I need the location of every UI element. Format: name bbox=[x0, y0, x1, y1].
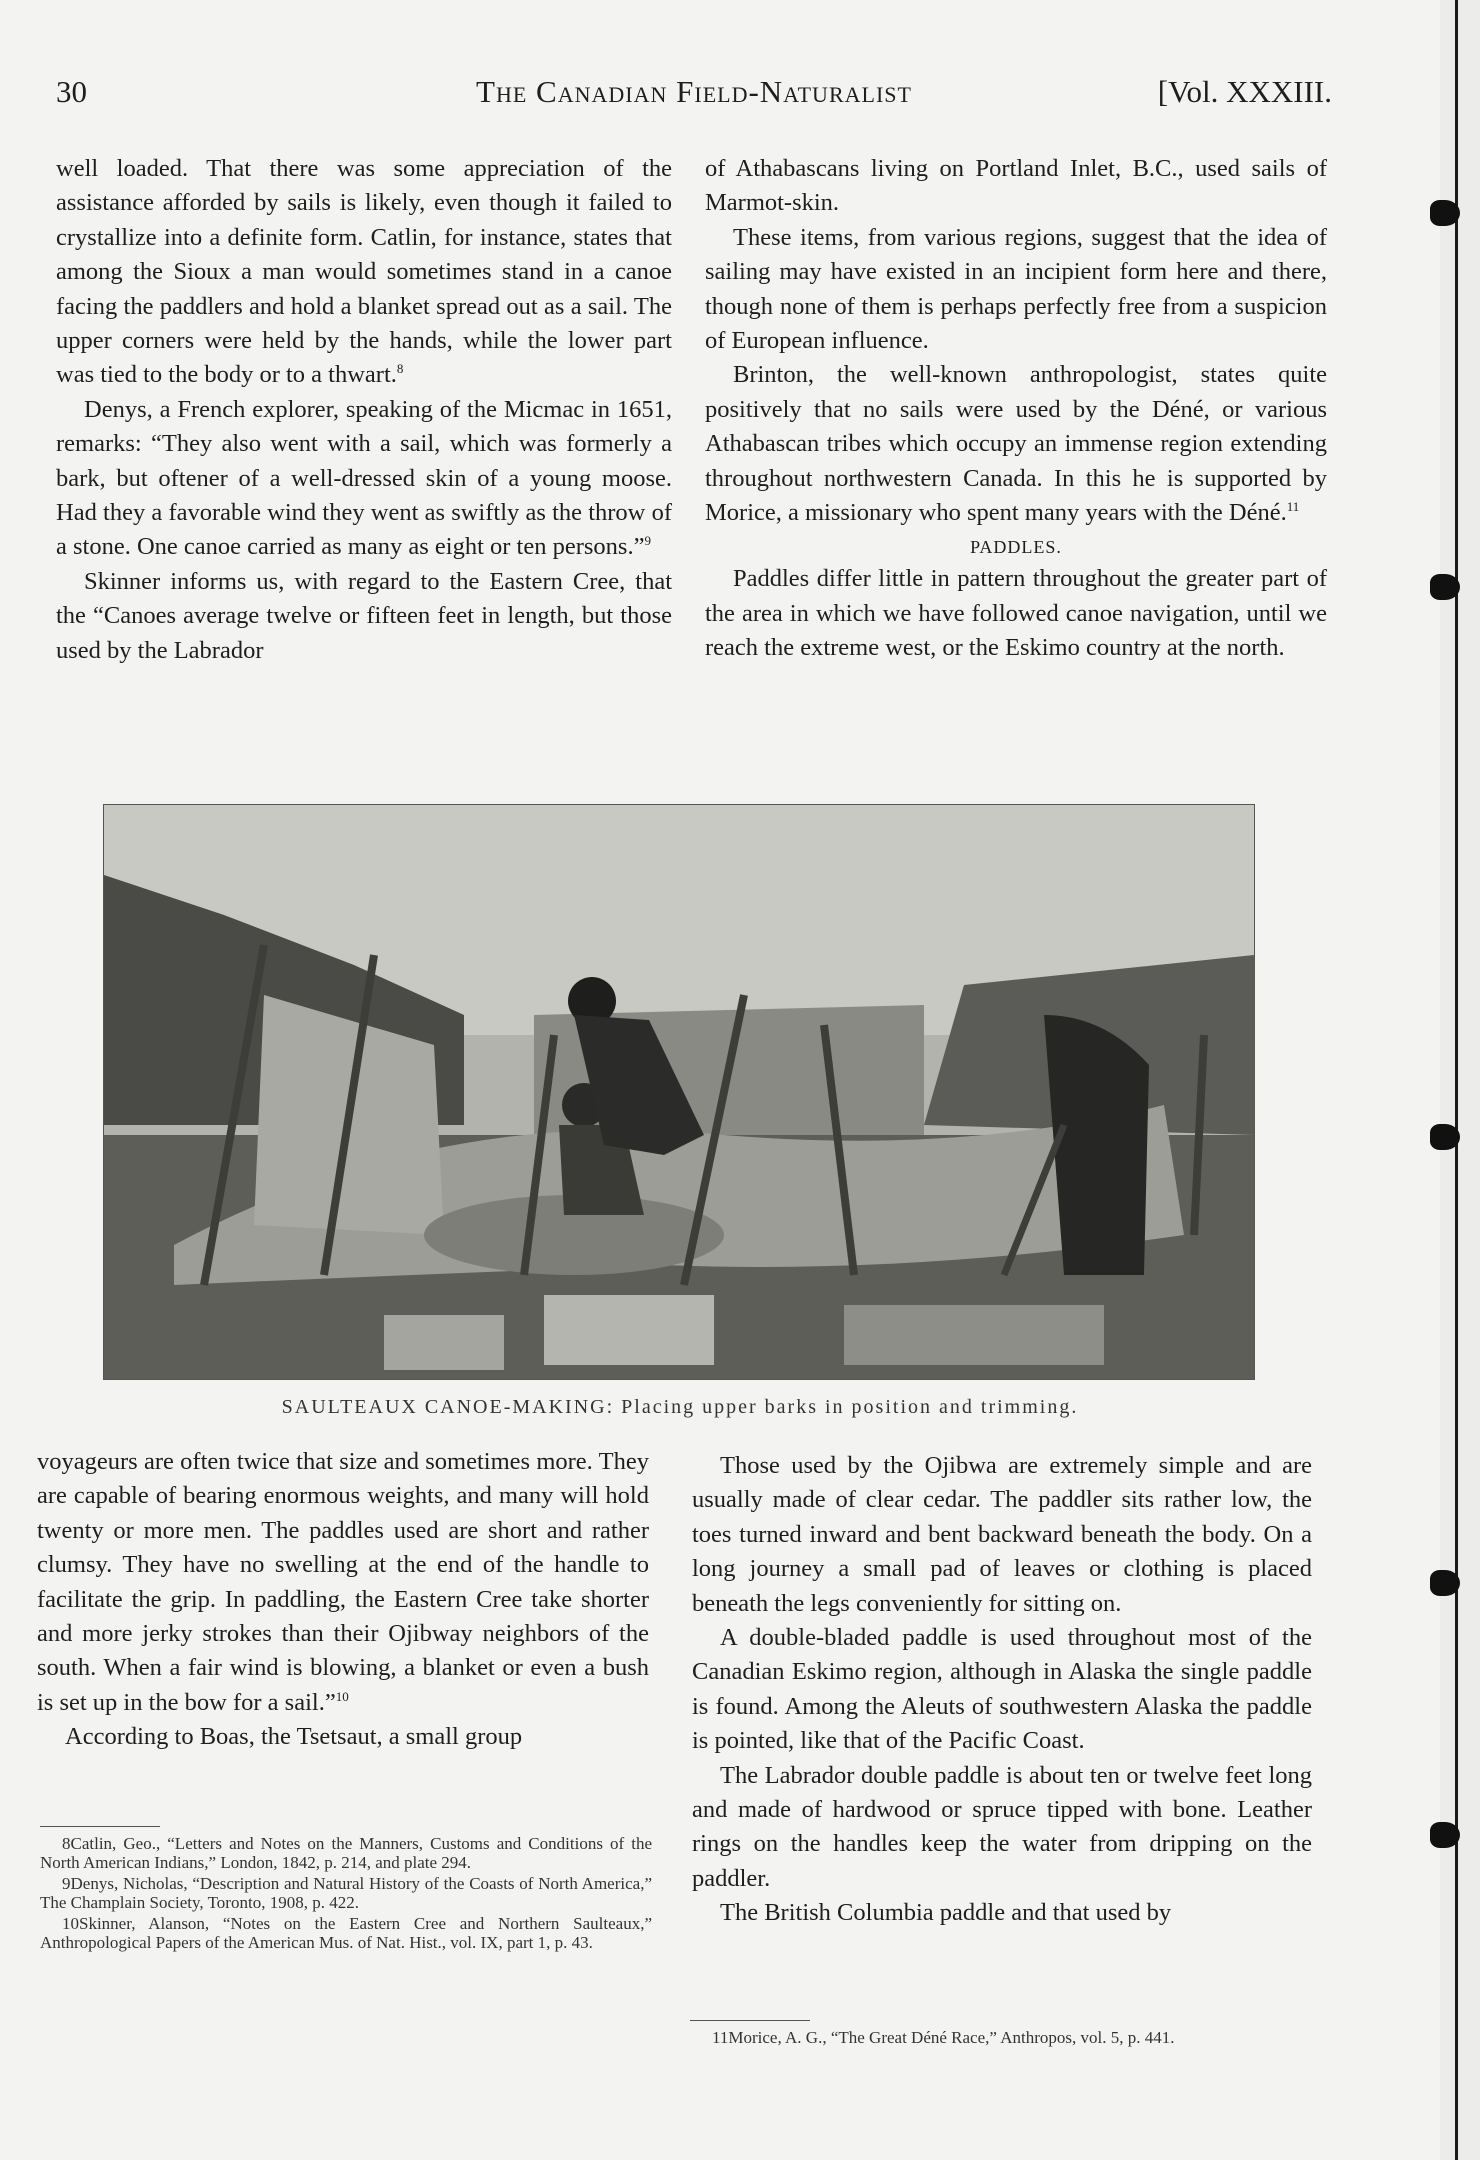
paragraph: Skinner informs us, with regard to the Eastern Cree, that the “Canoes average twelve or fifteen feet in length, but those used by the Labrador bbox=[56, 567, 672, 664]
page-number: 30 bbox=[56, 74, 87, 109]
column-bottom-right bbox=[692, 1449, 1312, 1931]
paragraph: Those used by the Ojibwa are extremely simple and are usually made of clear cedar. The paddler sits rather low, the toes turned inward and bent backward beneath the body. On a long journey a small pad of leaves or clothing is placed beneath the legs conveniently for sitting on. bbox=[692, 1452, 1312, 1617]
footnote: 8Catlin, Geo., “Letters and Notes on the Manners, Customs and Conditions of the North American Indians,” London, 1842, p. 214, and plate 294. bbox=[40, 1834, 652, 1872]
binding-mark bbox=[1430, 1124, 1460, 1150]
binding-mark bbox=[1430, 1570, 1460, 1596]
footnote: 11Morice, A. G., “The Great Déné Race,” Anthropos, vol. 5, p. 441. bbox=[712, 2028, 1175, 2047]
paragraph: Brinton, the well-known anthropologist, states quite positively that no sails were used by the Déné, or various Athabascan tribes which occupy an immense region extending throughout northwestern Canada. In this he is supported by Morice, a missionary who spent many years with the Déné.$^{11}$ bbox=[705, 361, 1327, 527]
photo-illustration bbox=[104, 805, 1254, 1379]
footnote: 9Denys, Nicholas, “Description and Natural History of the Coasts of North America,” The Champlain Society, Toronto, 1908, p. 422. bbox=[40, 1874, 652, 1912]
figure-caption: SAULTEAUX CANOE-MAKING: Placing upper barks in position and trimming. bbox=[281, 1396, 1079, 1418]
paragraph: A double-bladed paddle is used throughout most of the Canadian Eskimo region, although in Alaska the single paddle is found. Among the Aleuts of southwestern Alaska the paddle is pointed, like that of the Pacific Coast. bbox=[692, 1624, 1312, 1755]
paragraph: These items, from various regions, suggest that the idea of sailing may have existed in an incipient form here and there, though none of them is perhaps perfectly free from a suspicion of European influence. bbox=[705, 223, 1327, 355]
paragraph: well loaded. That there was some appreciation of the assistance afforded by sails is likely, even though it failed to crystallize into a definite form. Catlin, for instance, states that among the Sioux a man would sometimes stand in a canoe facing the paddlers and hold a blanket spread out as a sail. The upper corners were held by the hands, while the lower part was tied to the body or to a thwart.$^8$ bbox=[56, 155, 672, 389]
footnote-rule bbox=[690, 2020, 810, 2021]
column-top-right bbox=[705, 152, 1327, 666]
paragraph: The Labrador double paddle is about ten or twelve feet long and made of hardwood or spruce tipped with bone. Leather rings on the handles keep the water from dripping on the paddler. bbox=[692, 1761, 1312, 1892]
column-top-left bbox=[56, 152, 672, 668]
journal-title: The Canadian Field-Naturalist bbox=[476, 74, 912, 109]
footnotes-right bbox=[690, 2028, 1310, 2049]
paragraph: voyageurs are often twice that size and sometimes more. They are capable of bearing enormous weights, and many will hold twenty or more men. The paddles used are short and rather clumsy. They have no swelling at the end of the handle to facilitate the grip. In paddling, the Eastern Cree take shorter and more jerky strokes than their Ojibway neighbors of the south. When a fair wind is blowing, a blanket or even a bush is set up in the bow for a sail.”$^{10}$ bbox=[37, 1448, 649, 1716]
paragraph: According to Boas, the Tsetsaut, a small group bbox=[65, 1723, 523, 1751]
footnote-ref: 8 bbox=[396, 361, 404, 377]
section-heading: PADDLES. bbox=[970, 537, 1062, 558]
canoe-making-photo bbox=[103, 804, 1255, 1380]
footnote-ref: 9 bbox=[644, 533, 651, 549]
footnotes-left bbox=[40, 1834, 652, 1954]
paragraph: Paddles differ little in pattern throughout the greater part of the area in which we have followed canoe navigation, until we reach the extreme west, or the Eskimo country at the north. bbox=[705, 565, 1327, 662]
binding-mark bbox=[1430, 1822, 1460, 1848]
column-bottom-left bbox=[37, 1445, 649, 1755]
footnote: 10Skinner, Alanson, “Notes on the Eastern Cree and Northern Saulteaux,” Anthropological Papers of the American Mus. of Nat. Hist., vol. IX, part 1, p. 43. bbox=[40, 1914, 652, 1952]
paragraph: of Athabascans living on Portland Inlet, B.C., used sails of Marmot-skin. bbox=[705, 155, 1327, 217]
footnote-ref: 11 bbox=[1286, 498, 1300, 514]
binding-mark bbox=[1430, 574, 1460, 600]
binding-mark bbox=[1430, 200, 1460, 226]
running-header bbox=[56, 74, 1332, 124]
volume-label: [Vol. XXXIII. bbox=[1157, 74, 1332, 109]
paragraph: Denys, a French explorer, speaking of the Micmac in 1651, remarks: “They also went with a sail, which was formerly a bark, but oftener of a well-dressed skin of a young moose. Had they a favorable wind they went as swiftly as the throw of a stone. One canoe carried as many as eight or ten persons.”$^9$ bbox=[56, 395, 672, 561]
footnote-ref: 10 bbox=[335, 1688, 349, 1704]
footnote-rule bbox=[40, 1826, 160, 1827]
paragraph: The British Columbia paddle and that used by bbox=[720, 1899, 1172, 1927]
